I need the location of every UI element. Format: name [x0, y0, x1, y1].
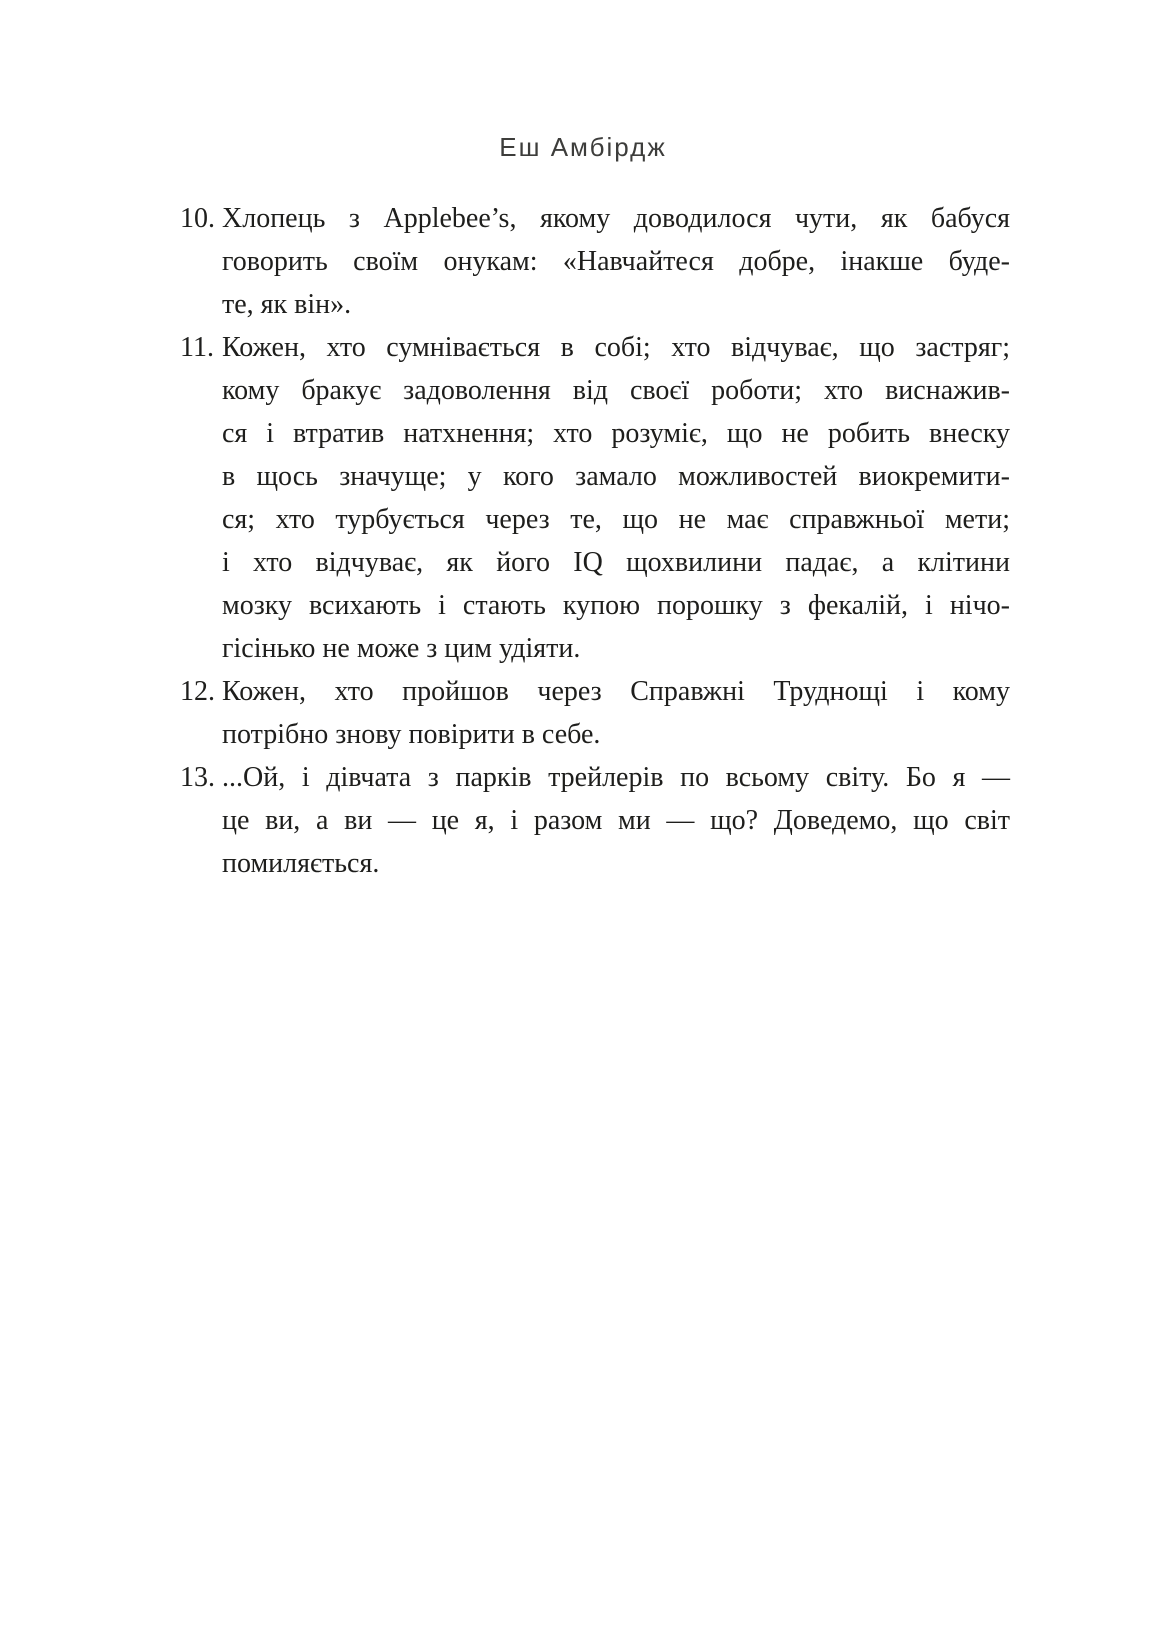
- text-line: говорить своїм онукам: «Навчайтеся добре, інакше буде-: [222, 246, 1010, 277]
- list-item-number: 13.: [180, 762, 215, 793]
- list-item-number: 12.: [180, 676, 215, 707]
- text-line: кому бракує задоволення від своєї роботи; хто виснажив-: [222, 375, 1010, 406]
- list-item-number: 10.: [180, 203, 215, 234]
- text-line: Кожен, хто пройшов через Справжні Труднощі і кому: [222, 676, 1010, 707]
- list-item: [170, 197, 1010, 326]
- text-line: і хто відчуває, як його IQ щохвилини падає, а клітини: [222, 547, 1010, 578]
- text-line: помиляється.: [222, 848, 380, 879]
- text-line: Кожен, хто сумнівається в собі; хто відчуває, що застряг;: [222, 332, 1010, 363]
- text-line: ся і втратив натхнення; хто розуміє, що не робить внеску: [222, 418, 1010, 449]
- text-line: ...Ой, і дівчата з парків трейлерів по всьому світу. Бо я —: [222, 762, 1010, 793]
- text-line: потрібно знову повірити в себе.: [222, 719, 601, 750]
- text-line: ся; хто турбується через те, що не має справжньої мети;: [222, 504, 1010, 535]
- text-line: гісінько не може з цим удіяти.: [222, 633, 581, 664]
- list-item-text: [222, 197, 1010, 326]
- text-line: те, як він».: [222, 289, 352, 320]
- text-line: Хлопець з Applebee’s, якому доводилося чути, як бабуся: [222, 203, 1010, 234]
- list-item: [170, 670, 1010, 756]
- running-head-author: Еш Амбірдж: [499, 132, 667, 162]
- list-item-text: [222, 670, 1010, 756]
- list-item-text: [222, 756, 1010, 885]
- list-item: [170, 326, 1010, 670]
- text-line: це ви, а ви — це я, і разом ми — що? Доведемо, що світ: [222, 805, 1010, 836]
- list-item: [170, 756, 1010, 885]
- numbered-list: [170, 197, 1010, 885]
- list-item-text: [222, 326, 1010, 670]
- list-item-number: 11.: [180, 332, 214, 363]
- text-line: в щось значуще; у кого замало можливостей виокремити-: [222, 461, 1010, 492]
- text-line: мозку всихають і стають купою порошку з фекалій, і нічо-: [222, 590, 1010, 621]
